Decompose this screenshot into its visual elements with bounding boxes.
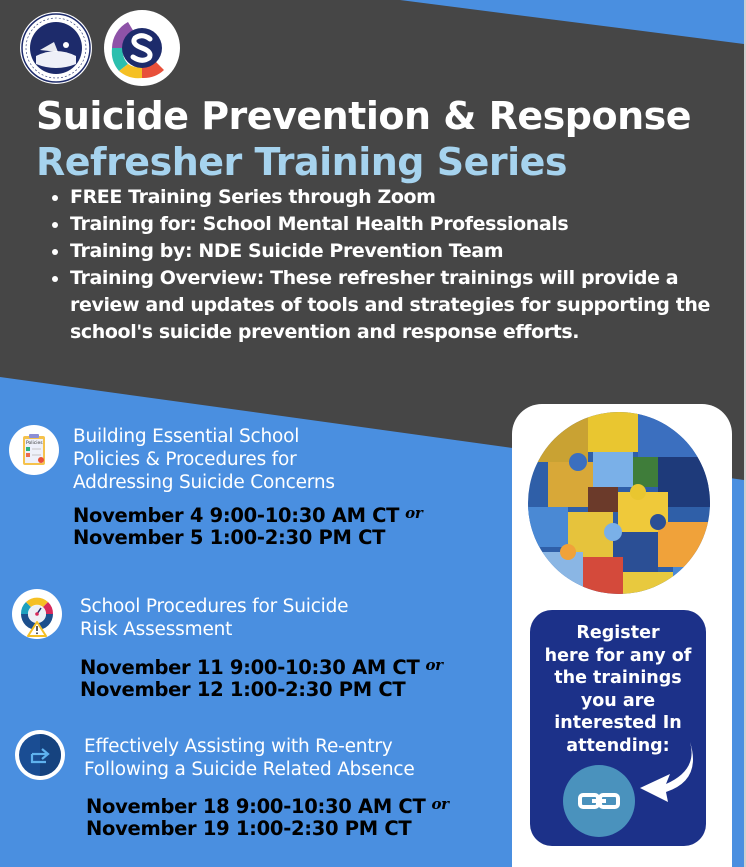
session-date-2: November 12 1:00-2:30 PM CT [80,678,406,701]
session-title-line: Policies & Procedures for [73,449,297,470]
session-date-1: November 4 9:00-10:30 AM CT [73,504,400,527]
risk-gauge-warning-icon [12,589,62,639]
session-title [84,735,415,781]
register-line: interested In [554,713,682,733]
register-text [530,622,706,757]
nde-seal-icon [20,12,92,84]
session-title-line: School Procedures for Suicide [80,596,349,617]
session-title-line: Risk Assessment [80,619,233,640]
session-title [80,595,348,641]
bullet-item: • FREE Training Series through Zoom [70,184,746,211]
page-title: Suicide Prevention & Response [36,94,692,138]
svg-text:Policies: Policies [26,441,43,446]
info-bullet-list [46,184,746,346]
session-date-1: November 18 9:00-10:30 AM CT [86,795,426,818]
session-dates [80,654,443,701]
or-text: or [431,795,449,813]
register-line: here for any of [544,645,692,666]
bullet-item: • Training for: School Mental Health Professionals [70,211,746,238]
page-subtitle: Refresher Training Series [36,140,568,184]
reentry-arrow-icon [15,730,65,780]
policies-clipboard-icon [9,425,59,475]
session-date-2: November 5 1:00-2:30 PM CT [73,526,386,549]
register-line: the trainings [554,668,682,688]
register-line: Register [576,623,660,643]
or-text: or [425,656,443,674]
puzzle-pieces-photo [528,412,710,594]
session-title-line: Addressing Suicide Concerns [73,472,335,493]
chain-link-icon [563,765,635,837]
school-safety-s-icon [104,10,180,86]
session-dates [86,793,449,840]
register-line: you are [580,690,656,711]
session-title [73,425,335,494]
session-date-1: November 11 9:00-10:30 AM CT [80,656,420,679]
bullet-item: • Training Overview: These refresher trainings will provide a review and updates of tools and strategies for supporting the school's suicide prevention and response efforts. [70,265,746,346]
session-title-line: Building Essential School [73,426,300,447]
session-title-line: Following a Suicide Related Absence [84,759,415,780]
register-line: attending: [566,735,670,756]
curved-arrow-icon [636,740,700,806]
bullet-item: • Training by: NDE Suicide Prevention Team [70,238,746,265]
session-title-line: Effectively Assisting with Re-entry [84,736,393,757]
register-link-button[interactable] [563,765,635,837]
session-date-2: November 19 1:00-2:30 PM CT [86,817,412,840]
session-dates [73,502,422,549]
or-text: or [405,504,423,522]
